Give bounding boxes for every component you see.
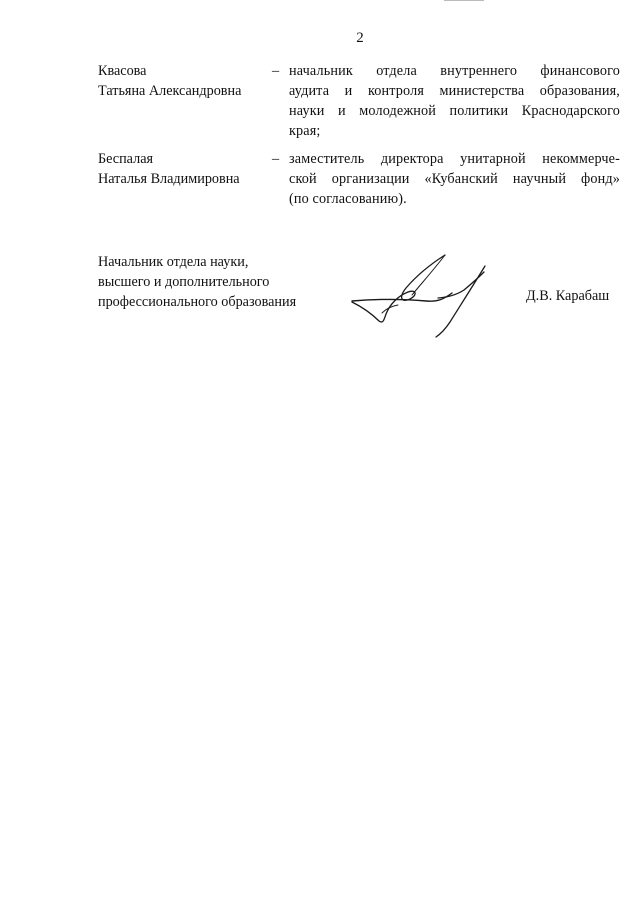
member-given-names: Татьяна Александровна — [98, 83, 242, 99]
signature-block — [98, 252, 620, 342]
signer-position-line: Начальник отдела науки, — [98, 254, 249, 270]
handwritten-signature — [346, 252, 506, 338]
member-surname: Квасова — [98, 63, 147, 79]
role-line: заместитель директора унитарной некоммерче- — [289, 151, 620, 167]
member-name — [98, 61, 268, 101]
separator-dash: – — [272, 151, 280, 167]
member-role — [289, 149, 620, 209]
role-line: науки и молодежной политики Краснодарского — [289, 103, 620, 119]
role-line: начальник отдела внутреннего финансового — [289, 63, 620, 79]
role-line: аудита и контроля министерства образования, — [289, 83, 620, 99]
signer-name: Д.В. Карабаш — [526, 288, 610, 304]
signer-position-line: профессионального образования — [98, 294, 297, 310]
separator-dash: – — [272, 63, 280, 79]
page-number: 2 — [356, 30, 364, 46]
role-line: ской организации «Кубанский научный фонд» — [289, 171, 620, 187]
member-role — [289, 61, 620, 141]
signer-position-line: высшего и дополнительного — [98, 274, 270, 290]
member-given-names: Наталья Владимировна — [98, 171, 240, 187]
scan-edge-mark — [444, 0, 484, 3]
member-surname: Беспалая — [98, 151, 154, 167]
role-line: (по согласованию). — [289, 191, 407, 207]
member-name — [98, 149, 268, 189]
role-line: края; — [289, 123, 321, 139]
